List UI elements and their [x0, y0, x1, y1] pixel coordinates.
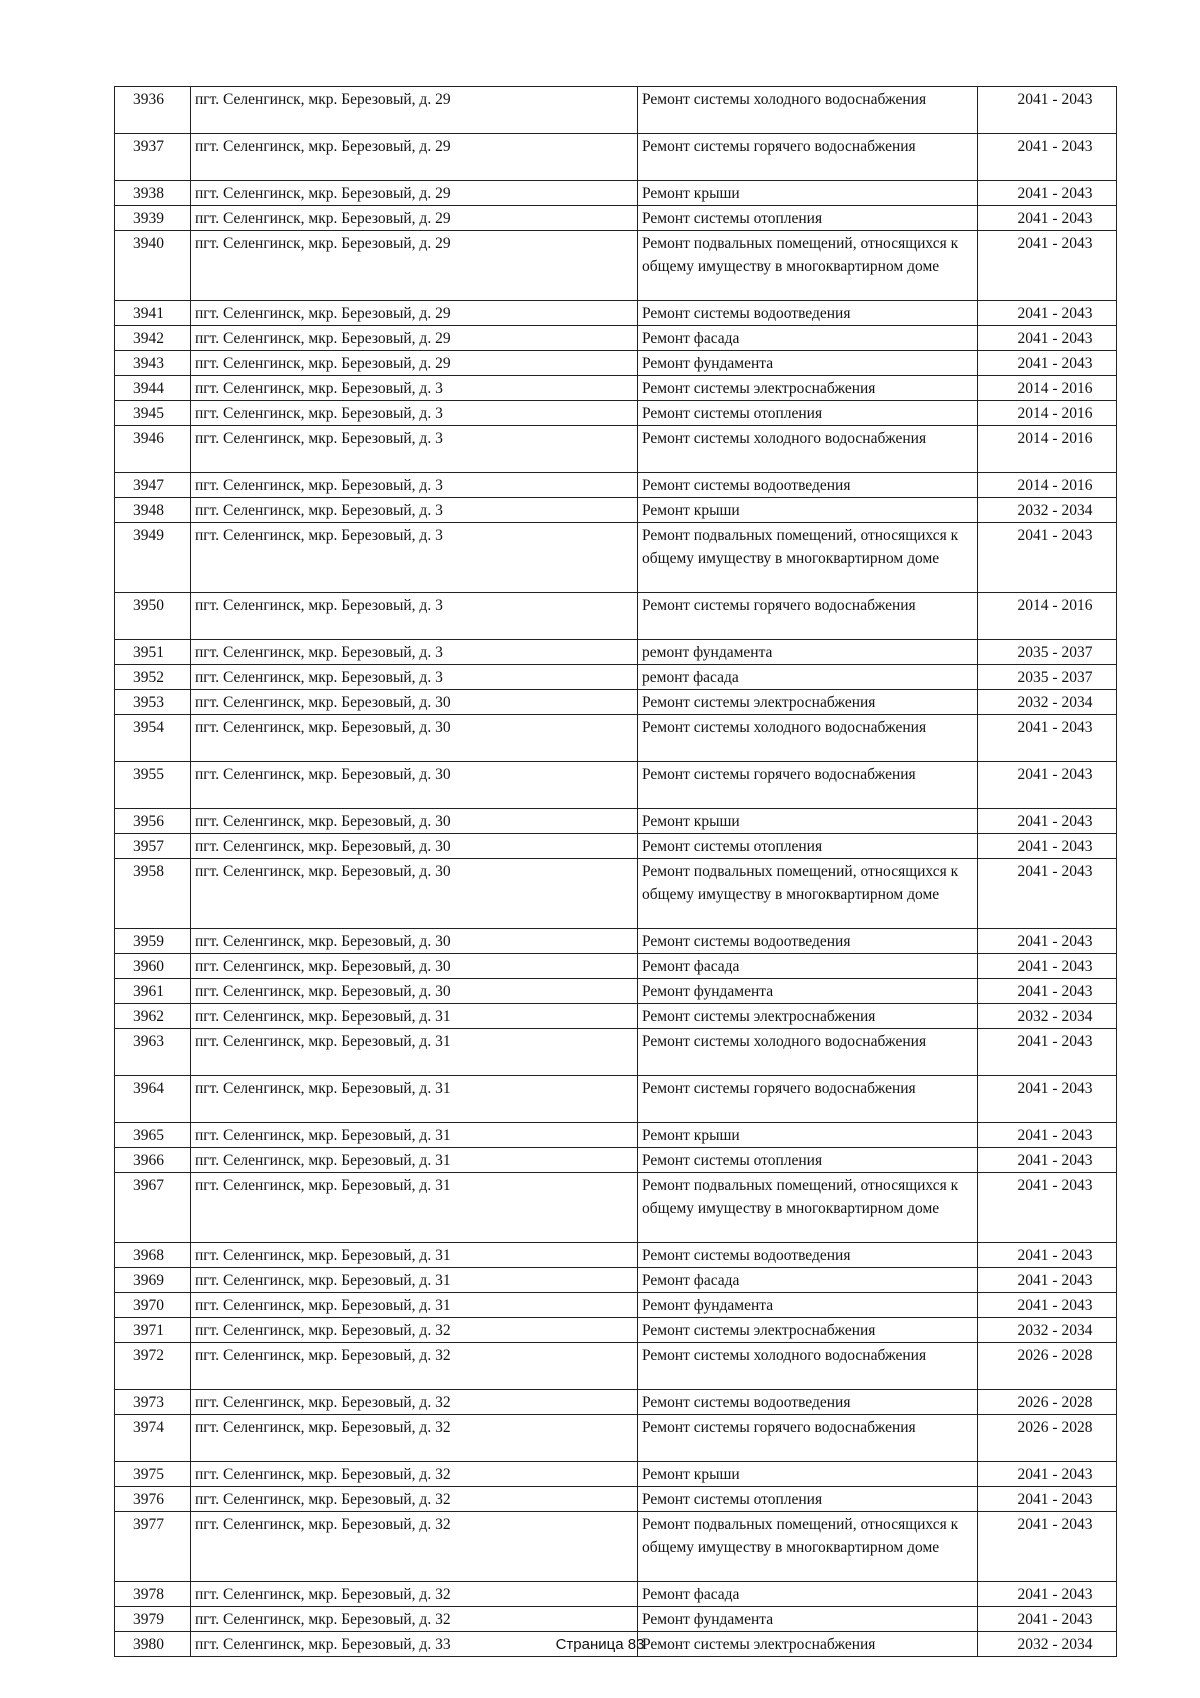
address-cell: пгт. Селенгинск, мкр. Березовый, д. 31	[191, 1293, 638, 1318]
table-row	[115, 715, 1117, 762]
period-cell: 2041 - 2043	[978, 809, 1117, 834]
address-cell: пгт. Селенгинск, мкр. Березовый, д. 29	[191, 326, 638, 351]
row-number-cell: 3961	[115, 979, 191, 1004]
period-cell: 2035 - 2037	[978, 665, 1117, 690]
period-cell: 2032 - 2034	[978, 1004, 1117, 1029]
row-number-cell: 3950	[115, 593, 191, 640]
table-row	[115, 473, 1117, 498]
row-number-cell: 3936	[115, 87, 191, 134]
row-number-cell: 3946	[115, 426, 191, 473]
work-type-cell: Ремонт системы водоотведения	[638, 1243, 978, 1268]
table-row	[115, 1487, 1117, 1512]
address-cell: пгт. Селенгинск, мкр. Березовый, д. 31	[191, 1243, 638, 1268]
page-number: Страница 83	[555, 1636, 645, 1653]
table-row	[115, 665, 1117, 690]
table-row	[115, 1462, 1117, 1487]
work-type-cell: Ремонт системы горячего водоснабжения	[638, 1076, 978, 1123]
address-cell: пгт. Селенгинск, мкр. Березовый, д. 31	[191, 1173, 638, 1243]
work-type-cell: Ремонт фасада	[638, 1582, 978, 1607]
address-cell: пгт. Селенгинск, мкр. Березовый, д. 32	[191, 1462, 638, 1487]
row-number-cell: 3970	[115, 1293, 191, 1318]
work-type-cell: Ремонт крыши	[638, 809, 978, 834]
table-row	[115, 1148, 1117, 1173]
work-type-cell: Ремонт системы отопления	[638, 1487, 978, 1512]
row-number-cell: 3944	[115, 376, 191, 401]
period-cell: 2041 - 2043	[978, 1487, 1117, 1512]
address-cell: пгт. Селенгинск, мкр. Березовый, д. 3	[191, 376, 638, 401]
address-cell: пгт. Селенгинск, мкр. Березовый, д. 30	[191, 690, 638, 715]
row-number-cell: 3949	[115, 523, 191, 593]
table-row	[115, 1293, 1117, 1318]
work-type-cell: Ремонт крыши	[638, 1123, 978, 1148]
row-number-cell: 3979	[115, 1607, 191, 1632]
row-number-cell: 3966	[115, 1148, 191, 1173]
address-cell: пгт. Селенгинск, мкр. Березовый, д. 29	[191, 206, 638, 231]
period-cell: 2041 - 2043	[978, 1029, 1117, 1076]
address-cell: пгт. Селенгинск, мкр. Березовый, д. 30	[191, 834, 638, 859]
work-type-cell: Ремонт системы электроснабжения	[638, 1318, 978, 1343]
row-number-cell: 3947	[115, 473, 191, 498]
period-cell: 2041 - 2043	[978, 1173, 1117, 1243]
table-row	[115, 301, 1117, 326]
row-number-cell: 3972	[115, 1343, 191, 1390]
period-cell: 2041 - 2043	[978, 1607, 1117, 1632]
row-number-cell: 3954	[115, 715, 191, 762]
address-cell: пгт. Селенгинск, мкр. Березовый, д. 30	[191, 979, 638, 1004]
period-cell: 2041 - 2043	[978, 326, 1117, 351]
address-cell: пгт. Селенгинск, мкр. Березовый, д. 3	[191, 498, 638, 523]
period-cell: 2041 - 2043	[978, 1123, 1117, 1148]
period-cell: 2041 - 2043	[978, 762, 1117, 809]
work-type-cell: Ремонт фундамента	[638, 979, 978, 1004]
work-type-cell: Ремонт системы горячего водоснабжения	[638, 762, 978, 809]
work-type-cell: Ремонт фасада	[638, 326, 978, 351]
row-number-cell: 3960	[115, 954, 191, 979]
address-cell: пгт. Селенгинск, мкр. Березовый, д. 30	[191, 954, 638, 979]
row-number-cell: 3971	[115, 1318, 191, 1343]
row-number-cell: 3967	[115, 1173, 191, 1243]
address-cell: пгт. Селенгинск, мкр. Березовый, д. 32	[191, 1318, 638, 1343]
period-cell: 2026 - 2028	[978, 1390, 1117, 1415]
address-cell: пгт. Селенгинск, мкр. Березовый, д. 31	[191, 1268, 638, 1293]
table-row	[115, 1343, 1117, 1390]
table-row	[115, 523, 1117, 593]
address-cell: пгт. Селенгинск, мкр. Березовый, д. 29	[191, 351, 638, 376]
address-cell: пгт. Селенгинск, мкр. Березовый, д. 29	[191, 231, 638, 301]
work-type-cell: Ремонт системы электроснабжения	[638, 1632, 978, 1657]
table-row	[115, 834, 1117, 859]
row-number-cell: 3942	[115, 326, 191, 351]
row-number-cell: 3980	[115, 1632, 191, 1657]
address-cell: пгт. Селенгинск, мкр. Березовый, д. 3	[191, 640, 638, 665]
work-type-cell: Ремонт подвальных помещений, относящихся к общему имуществу в многоквартирном доме	[638, 1512, 978, 1582]
work-type-cell: Ремонт фундамента	[638, 351, 978, 376]
period-cell: 2041 - 2043	[978, 231, 1117, 301]
address-cell: пгт. Селенгинск, мкр. Березовый, д. 31	[191, 1029, 638, 1076]
address-cell: пгт. Селенгинск, мкр. Березовый, д. 31	[191, 1123, 638, 1148]
work-type-cell: Ремонт системы отопления	[638, 206, 978, 231]
address-cell: пгт. Селенгинск, мкр. Березовый, д. 29	[191, 301, 638, 326]
table-row	[115, 762, 1117, 809]
address-cell: пгт. Селенгинск, мкр. Березовый, д. 30	[191, 715, 638, 762]
work-type-cell: Ремонт системы горячего водоснабжения	[638, 593, 978, 640]
period-cell: 2032 - 2034	[978, 690, 1117, 715]
row-number-cell: 3977	[115, 1512, 191, 1582]
table-row	[115, 1004, 1117, 1029]
period-cell: 2014 - 2016	[978, 473, 1117, 498]
work-type-cell: Ремонт системы горячего водоснабжения	[638, 134, 978, 181]
row-number-cell: 3973	[115, 1390, 191, 1415]
work-type-cell: Ремонт системы водоотведения	[638, 929, 978, 954]
row-number-cell: 3975	[115, 1462, 191, 1487]
table-row	[115, 1123, 1117, 1148]
work-type-cell: Ремонт фасада	[638, 1268, 978, 1293]
table-row	[115, 181, 1117, 206]
work-type-cell: Ремонт крыши	[638, 181, 978, 206]
work-type-cell: Ремонт подвальных помещений, относящихся к общему имуществу в многоквартирном доме	[638, 231, 978, 301]
row-number-cell: 3965	[115, 1123, 191, 1148]
period-cell: 2026 - 2028	[978, 1415, 1117, 1462]
period-cell: 2041 - 2043	[978, 351, 1117, 376]
work-type-cell: Ремонт системы холодного водоснабжения	[638, 1029, 978, 1076]
period-cell: 2041 - 2043	[978, 979, 1117, 1004]
row-number-cell: 3941	[115, 301, 191, 326]
work-type-cell: Ремонт системы холодного водоснабжения	[638, 87, 978, 134]
work-type-cell: Ремонт системы электроснабжения	[638, 376, 978, 401]
work-type-cell: Ремонт системы электроснабжения	[638, 1004, 978, 1029]
table-row	[115, 979, 1117, 1004]
table-row	[115, 351, 1117, 376]
work-type-cell: Ремонт крыши	[638, 1462, 978, 1487]
address-cell: пгт. Селенгинск, мкр. Березовый, д. 3	[191, 665, 638, 690]
period-cell: 2041 - 2043	[978, 1076, 1117, 1123]
table-row	[115, 593, 1117, 640]
row-number-cell: 3945	[115, 401, 191, 426]
work-type-cell: Ремонт системы водоотведения	[638, 473, 978, 498]
row-number-cell: 3938	[115, 181, 191, 206]
table-row	[115, 376, 1117, 401]
table-row	[115, 1607, 1117, 1632]
row-number-cell: 3955	[115, 762, 191, 809]
table-row	[115, 859, 1117, 929]
period-cell: 2041 - 2043	[978, 929, 1117, 954]
period-cell: 2041 - 2043	[978, 1148, 1117, 1173]
period-cell: 2041 - 2043	[978, 1512, 1117, 1582]
work-type-cell: Ремонт системы холодного водоснабжения	[638, 1343, 978, 1390]
work-type-cell: Ремонт системы отопления	[638, 1148, 978, 1173]
period-cell: 2041 - 2043	[978, 834, 1117, 859]
table-body	[115, 87, 1117, 1657]
address-cell: пгт. Селенгинск, мкр. Березовый, д. 33	[191, 1632, 638, 1657]
table-row	[115, 1318, 1117, 1343]
period-cell: 2041 - 2043	[978, 523, 1117, 593]
address-cell: пгт. Селенгинск, мкр. Березовый, д. 29	[191, 134, 638, 181]
address-cell: пгт. Селенгинск, мкр. Березовый, д. 30	[191, 859, 638, 929]
period-cell: 2041 - 2043	[978, 954, 1117, 979]
work-type-cell: Ремонт системы водоотведения	[638, 1390, 978, 1415]
row-number-cell: 3963	[115, 1029, 191, 1076]
table-row	[115, 134, 1117, 181]
period-cell: 2041 - 2043	[978, 715, 1117, 762]
table-row	[115, 1512, 1117, 1582]
row-number-cell: 3943	[115, 351, 191, 376]
period-cell: 2014 - 2016	[978, 593, 1117, 640]
row-number-cell: 3952	[115, 665, 191, 690]
address-cell: пгт. Селенгинск, мкр. Березовый, д. 3	[191, 473, 638, 498]
address-cell: пгт. Селенгинск, мкр. Березовый, д. 31	[191, 1004, 638, 1029]
row-number-cell: 3953	[115, 690, 191, 715]
period-cell: 2041 - 2043	[978, 181, 1117, 206]
row-number-cell: 3974	[115, 1415, 191, 1462]
period-cell: 2014 - 2016	[978, 376, 1117, 401]
address-cell: пгт. Селенгинск, мкр. Березовый, д. 32	[191, 1487, 638, 1512]
address-cell: пгт. Селенгинск, мкр. Березовый, д. 32	[191, 1512, 638, 1582]
address-cell: пгт. Селенгинск, мкр. Березовый, д. 31	[191, 1148, 638, 1173]
table-row	[115, 231, 1117, 301]
address-cell: пгт. Селенгинск, мкр. Березовый, д. 30	[191, 809, 638, 834]
table-row	[115, 640, 1117, 665]
row-number-cell: 3958	[115, 859, 191, 929]
row-number-cell: 3969	[115, 1268, 191, 1293]
period-cell: 2014 - 2016	[978, 401, 1117, 426]
row-number-cell: 3959	[115, 929, 191, 954]
address-cell: пгт. Селенгинск, мкр. Березовый, д. 3	[191, 401, 638, 426]
table-row	[115, 954, 1117, 979]
work-type-cell: Ремонт подвальных помещений, относящихся к общему имуществу в многоквартирном доме	[638, 1173, 978, 1243]
table-row	[115, 426, 1117, 473]
work-type-cell: Ремонт системы холодного водоснабжения	[638, 715, 978, 762]
work-type-cell: Ремонт подвальных помещений, относящихся к общему имуществу в многоквартирном доме	[638, 523, 978, 593]
row-number-cell: 3957	[115, 834, 191, 859]
table-row	[115, 1173, 1117, 1243]
table-row	[115, 326, 1117, 351]
work-type-cell: Ремонт системы отопления	[638, 401, 978, 426]
address-cell: пгт. Селенгинск, мкр. Березовый, д. 32	[191, 1607, 638, 1632]
table-row	[115, 1582, 1117, 1607]
period-cell: 2041 - 2043	[978, 1243, 1117, 1268]
row-number-cell: 3956	[115, 809, 191, 834]
period-cell: 2032 - 2034	[978, 1318, 1117, 1343]
table-row	[115, 690, 1117, 715]
table-row	[115, 1029, 1117, 1076]
period-cell: 2032 - 2034	[978, 1632, 1117, 1657]
row-number-cell: 3968	[115, 1243, 191, 1268]
row-number-cell: 3948	[115, 498, 191, 523]
address-cell: пгт. Селенгинск, мкр. Березовый, д. 31	[191, 1076, 638, 1123]
period-cell: 2041 - 2043	[978, 134, 1117, 181]
period-cell: 2041 - 2043	[978, 206, 1117, 231]
table-row	[115, 1390, 1117, 1415]
period-cell: 2041 - 2043	[978, 1462, 1117, 1487]
table-row	[115, 1268, 1117, 1293]
table-row	[115, 87, 1117, 134]
period-cell: 2041 - 2043	[978, 1268, 1117, 1293]
work-type-cell: Ремонт фундамента	[638, 1293, 978, 1318]
work-type-cell: Ремонт системы горячего водоснабжения	[638, 1415, 978, 1462]
period-cell: 2032 - 2034	[978, 498, 1117, 523]
work-type-cell: Ремонт системы водоотведения	[638, 301, 978, 326]
period-cell: 2041 - 2043	[978, 859, 1117, 929]
work-type-cell: Ремонт системы холодного водоснабжения	[638, 426, 978, 473]
work-type-cell: Ремонт фасада	[638, 954, 978, 979]
period-cell: 2014 - 2016	[978, 426, 1117, 473]
period-cell: 2041 - 2043	[978, 1582, 1117, 1607]
address-cell: пгт. Селенгинск, мкр. Березовый, д. 32	[191, 1582, 638, 1607]
table-row	[115, 809, 1117, 834]
address-cell: пгт. Селенгинск, мкр. Березовый, д. 30	[191, 762, 638, 809]
table-row	[115, 1415, 1117, 1462]
work-type-cell: ремонт фундамента	[638, 640, 978, 665]
period-cell: 2041 - 2043	[978, 301, 1117, 326]
table-row	[115, 929, 1117, 954]
row-number-cell: 3962	[115, 1004, 191, 1029]
row-number-cell: 3939	[115, 206, 191, 231]
table-row	[115, 401, 1117, 426]
work-type-cell: Ремонт системы электроснабжения	[638, 690, 978, 715]
address-cell: пгт. Селенгинск, мкр. Березовый, д. 32	[191, 1390, 638, 1415]
page-footer	[0, 1636, 1200, 1653]
address-cell: пгт. Селенгинск, мкр. Березовый, д. 32	[191, 1343, 638, 1390]
table-row	[115, 1243, 1117, 1268]
address-cell: пгт. Селенгинск, мкр. Березовый, д. 3	[191, 426, 638, 473]
address-cell: пгт. Селенгинск, мкр. Березовый, д. 30	[191, 929, 638, 954]
period-cell: 2041 - 2043	[978, 1293, 1117, 1318]
row-number-cell: 3978	[115, 1582, 191, 1607]
table-row	[115, 498, 1117, 523]
row-number-cell: 3951	[115, 640, 191, 665]
table-row	[115, 1076, 1117, 1123]
table-row	[115, 206, 1117, 231]
work-type-cell: Ремонт системы отопления	[638, 834, 978, 859]
row-number-cell: 3976	[115, 1487, 191, 1512]
address-cell: пгт. Селенгинск, мкр. Березовый, д. 29	[191, 181, 638, 206]
work-type-cell: ремонт фасада	[638, 665, 978, 690]
period-cell: 2026 - 2028	[978, 1343, 1117, 1390]
row-number-cell: 3937	[115, 134, 191, 181]
period-cell: 2041 - 2043	[978, 87, 1117, 134]
address-cell: пгт. Селенгинск, мкр. Березовый, д. 3	[191, 593, 638, 640]
address-cell: пгт. Селенгинск, мкр. Березовый, д. 32	[191, 1415, 638, 1462]
work-type-cell: Ремонт крыши	[638, 498, 978, 523]
work-type-cell: Ремонт подвальных помещений, относящихся к общему имуществу в многоквартирном доме	[638, 859, 978, 929]
row-number-cell: 3940	[115, 231, 191, 301]
address-cell: пгт. Селенгинск, мкр. Березовый, д. 3	[191, 523, 638, 593]
work-type-cell: Ремонт фундамента	[638, 1607, 978, 1632]
row-number-cell: 3964	[115, 1076, 191, 1123]
repair-schedule-table	[114, 86, 1117, 1657]
address-cell: пгт. Селенгинск, мкр. Березовый, д. 29	[191, 87, 638, 134]
period-cell: 2035 - 2037	[978, 640, 1117, 665]
